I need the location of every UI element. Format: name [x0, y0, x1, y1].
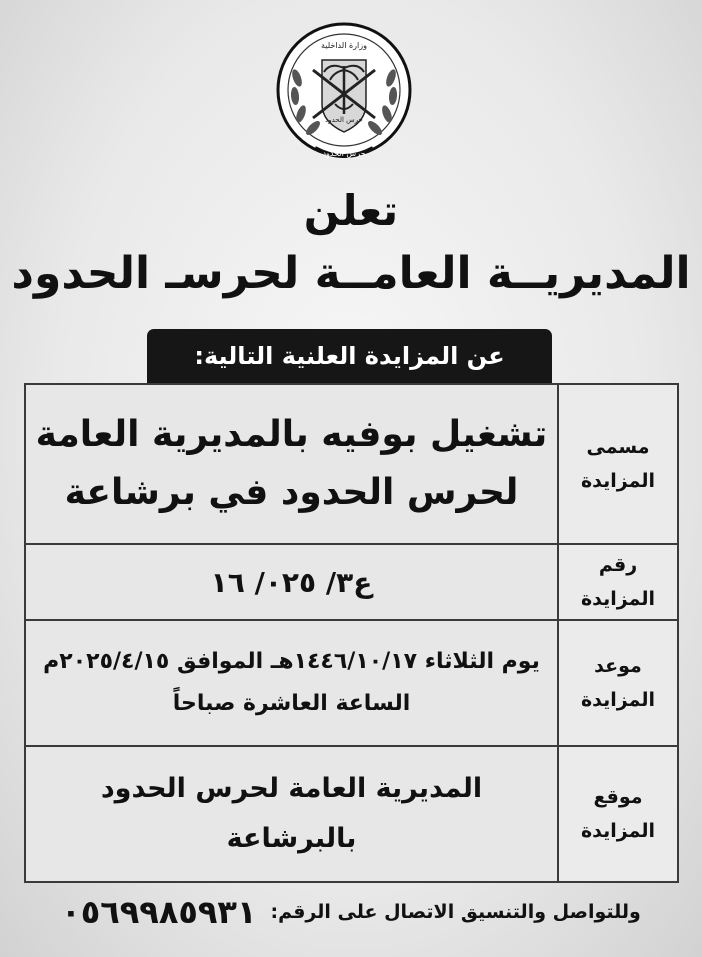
auction-details-table — [24, 383, 679, 883]
auction-date-value — [25, 620, 558, 746]
value-line: المديرية العامة لحرس الحدود — [100, 773, 483, 804]
table-row — [25, 544, 678, 620]
table-row — [25, 746, 678, 882]
auction-banner-text: عن المزايدة العلنية التالية: — [194, 342, 505, 370]
auction-location-value — [25, 746, 558, 882]
label-line: المزايدة — [580, 470, 656, 492]
label-line: موعد — [594, 655, 642, 677]
value-line: ع٣/ ٠٢٥/ ١٦ — [210, 565, 373, 599]
auction-number-value — [25, 544, 558, 620]
contact-footer — [0, 893, 702, 931]
value-line: تشغيل بوفيه بالمديرية العامة — [35, 414, 548, 455]
label-line: المزايدة — [580, 689, 656, 711]
row-label — [558, 544, 678, 620]
row-label — [558, 620, 678, 746]
value-line: لحرس الحدود في برشاعة — [64, 472, 519, 513]
label-line: موقع — [593, 786, 643, 808]
announcement-heading: تعلن — [303, 186, 399, 235]
row-label — [558, 746, 678, 882]
auction-banner — [147, 329, 552, 383]
emblem-shield-text: حرس الحدود — [325, 116, 363, 124]
value-line: بالبرشاعة — [226, 823, 357, 854]
table-row — [25, 384, 678, 544]
label-line: رقم المزايدة — [580, 554, 656, 610]
contact-phone: ٠٥٦٩٩٨٥٩٣١ — [61, 893, 257, 931]
contact-label: وللتواصل والتنسيق الاتصال على الرقم: — [270, 901, 641, 923]
auction-title-value — [25, 384, 558, 544]
emblem-top-text: وزارة الداخلية — [321, 41, 367, 50]
border-guard-emblem-icon — [275, 18, 413, 170]
emblem-ribbon-text: حرس الحدود — [322, 149, 366, 158]
organization-name: المديريــة العامــة لحرسـ الحدود — [11, 248, 691, 299]
table-row — [25, 620, 678, 746]
row-label — [558, 384, 678, 544]
label-line: المزايدة — [580, 820, 656, 842]
label-line: مسمى — [586, 436, 650, 458]
value-line: الساعة العاشرة صباحاً — [172, 691, 411, 716]
value-line: يوم الثلاثاء ١٤٤٦/١٠/١٧هـ الموافق ٢٠٢٥/٤/١٥م — [43, 649, 540, 674]
